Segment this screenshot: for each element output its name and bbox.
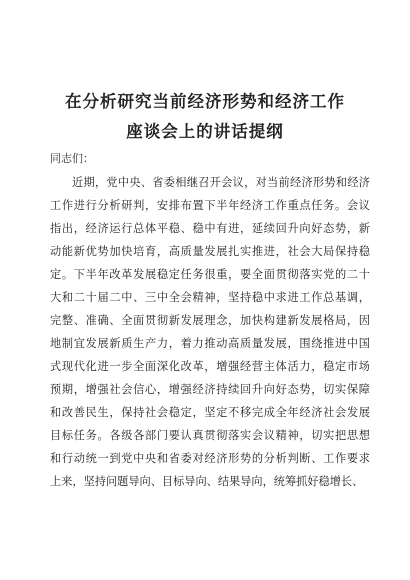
body-line: 定。下半年改革发展稳定任务很重，要全面贯彻落实党的二十 (50, 268, 370, 281)
document-title-line-1: 在分析研究当前经济形势和经济工作 (65, 92, 345, 111)
body-line: 大和二十届二中、三中全会精神，坚持稳中求进工作总基调， (50, 291, 370, 304)
salutation: 同志们： (50, 152, 94, 165)
body-line: 式现代化进一步全面深化改革，增强经营主体活力，稳定市场 (50, 360, 370, 373)
document-title-line-2: 座谈会上的讲话提纲 (126, 122, 284, 141)
body-line: 地制宜发展新质生产力，着力推动高质量发展，围绕推进中国 (50, 337, 370, 350)
body-line: 工作进行分析研判，安排布置下半年经济工作重点任务。会议 (50, 199, 370, 212)
body-line: 指出，经济运行总体平稳、稳中有进，延续回升向好态势，新 (50, 222, 370, 235)
body-line: 目标任务。各级各部门要认真贯彻落实会议精神，切实把思想 (50, 429, 370, 442)
body-line: 动能新优势加快培育，高质量发展扎实推进，社会大局保持稳 (50, 245, 370, 258)
body-line: 上来，坚持问题导向、目标导向、结果导向，统筹抓好稳增长、 (50, 475, 364, 488)
body-line: 预期，增强社会信心，增强经济持续回升向好态势，切实保障 (50, 383, 370, 396)
body-line: 和改善民生，保持社会稳定，坚定不移完成全年经济社会发展 (50, 406, 370, 419)
body-line: 和行动统一到党中央和省委对经济形势的分析判断、工作要求 (50, 452, 370, 465)
body-line: 完整、准确、全面贯彻新发展理念，加快构建新发展格局，因 (50, 314, 370, 327)
body-line: 近期，党中央、省委相继召开会议，对当前经济形势和经济 (72, 176, 370, 189)
